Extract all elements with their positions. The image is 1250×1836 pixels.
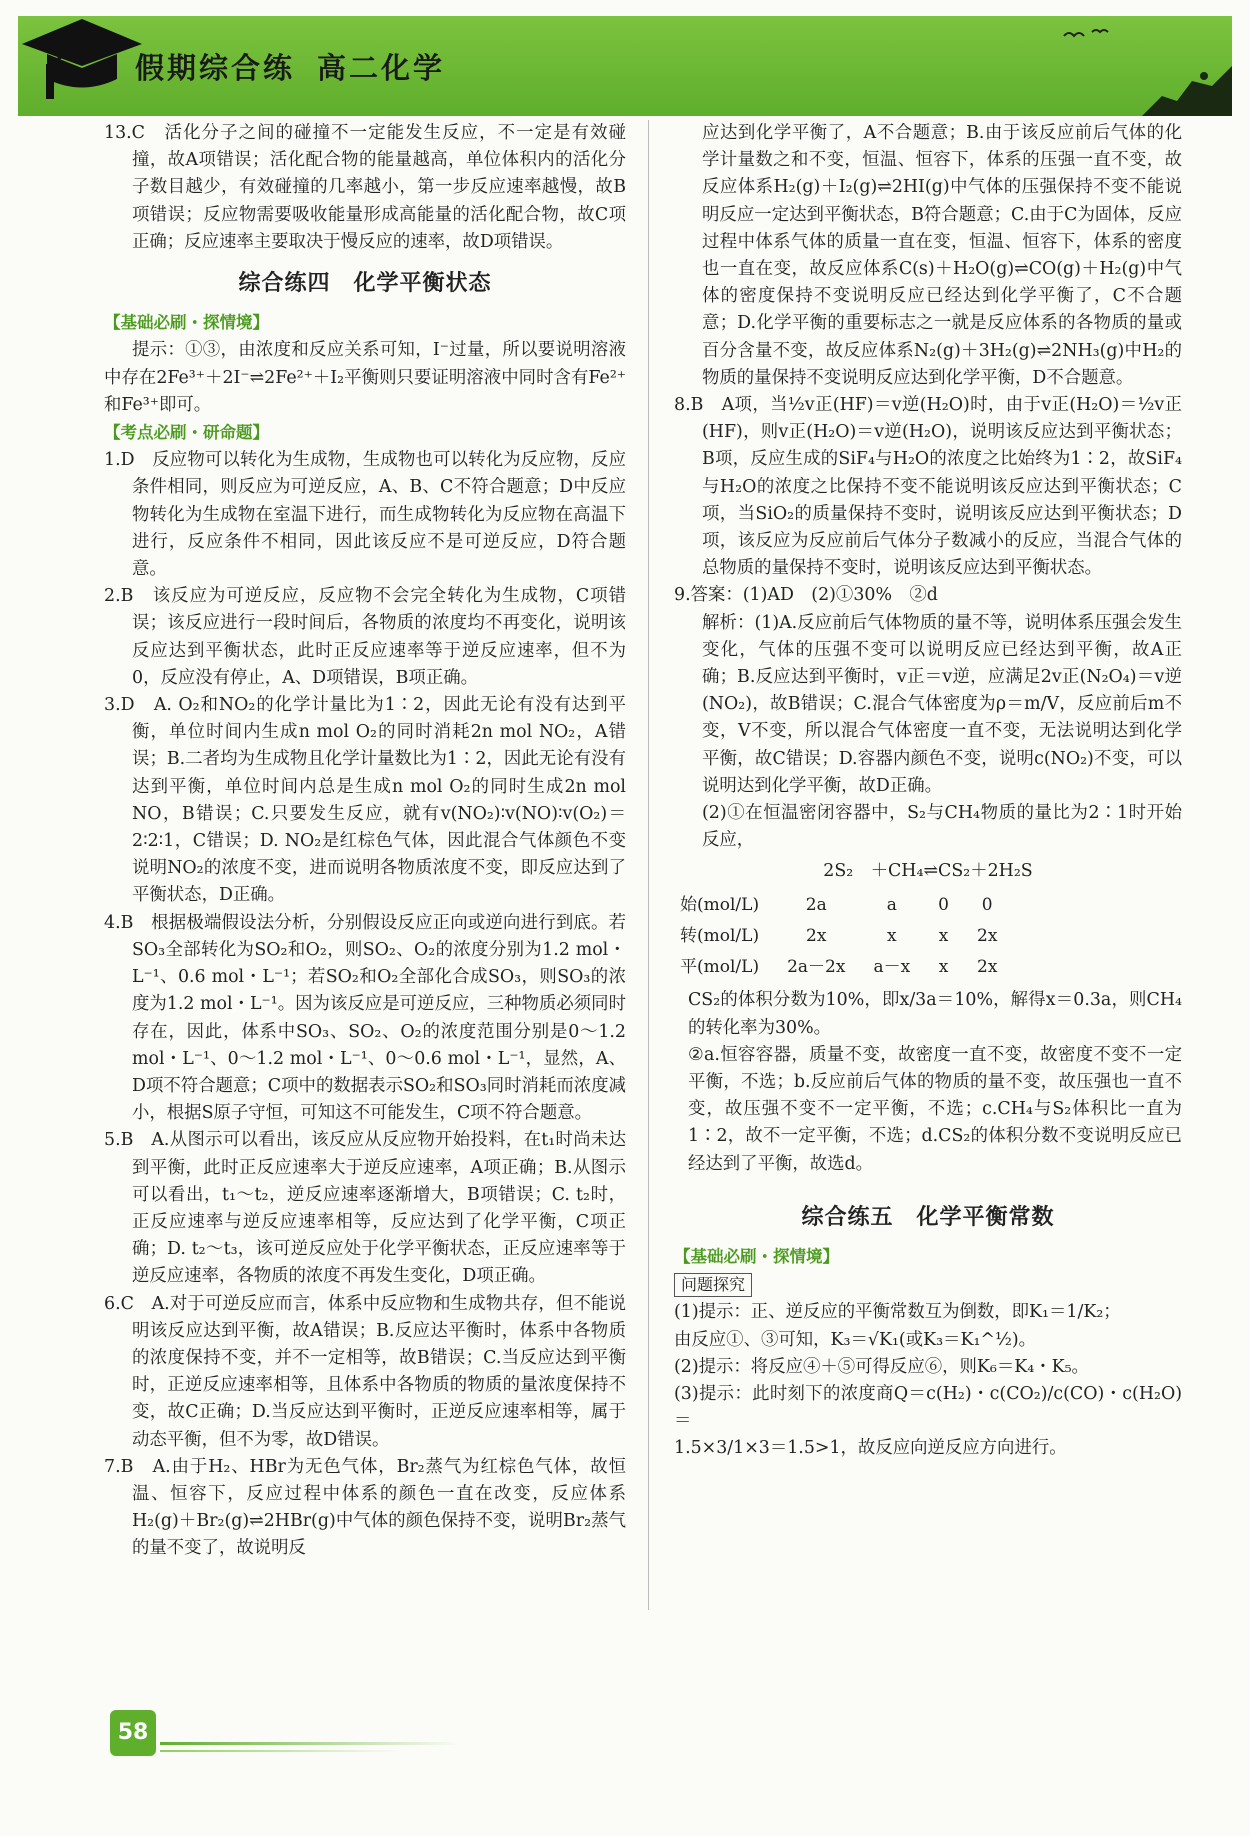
table-cell: 0 (938, 894, 949, 915)
table-cell: x (938, 957, 949, 978)
table-cell: 始(mol/L) (680, 894, 760, 915)
table-row (680, 921, 1011, 952)
answer-1: 1.D 反应物可以转化为生成物，生成物也可以转化为反应物，反应条件相同，则反应为可逆反应，A、B、C不符合题意；D中反应物转化为生成物在室温下进行，而生成物转化为反应物在高温下进行，反应条件不相同，因此该反应不是可逆反应，D符合题意。 (104, 450, 626, 580)
left-column (104, 120, 626, 1563)
answer-9-answer: 9.答案：(1)AD (2)①30% ②d (674, 585, 938, 606)
problem-3: (3)提示：此时刻下的浓度商Q＝c(H₂)・c(CO₂)/c(CO)・c(H₂O)＝ (674, 1383, 1182, 1432)
answer-9-analysis: 解析：(1)A.反应前后气体物质的量不等，说明体系压强会发生变化，气体的压强不变可以说明反应已经达到平衡，故A正确；B.反应达到平衡时，v正＝v逆，应满足2v正(N₂O₄)＝v逆(NO₂)，故B错误；C.混合气体密度为ρ＝m/V，反应前后m不变，V不变，所以混合气体密度一直不变，无法说明达到化学平衡，故C错误；D.容器内颜色不变，说明c(NO₂)不变，可以说明达到化学平衡，故D正确。 (702, 612, 1182, 796)
problem-2: (2)提示：将反应④＋⑤可得反应⑥，则K₆＝K₄・K₅。 (674, 1356, 1089, 1377)
table-cell: 转(mol/L) (680, 925, 760, 946)
answer-13: 13.C 活化分子之间的碰撞不一定能发生反应，不一定是有效碰撞，故A项错误；活化配合物的能量越高，单位体积内的活化分子数目越少，有效碰撞的几率越小，第一步反应速率越慢，故B项错误；反应物需要吸收能量形成高能量的活化配合物，故C项正确；反应速率主要取决于慢反应的速率，故D项错误。 (104, 123, 626, 252)
problem-1: (1)提示：正、逆反应的平衡常数互为倒数，即K₁＝1/K₂； (674, 1302, 1121, 1323)
table-cell: x (887, 925, 897, 946)
section-5-title: 综合练五 化学平衡常数 (801, 1204, 1055, 1230)
tag-basic: 【基础必刷・探情境】 (104, 313, 269, 333)
problem-1b: 由反应①、③可知，K₃＝√K₁(或K₃＝K₁^½)。 (674, 1329, 1037, 1350)
table-cell: 2x (977, 925, 998, 946)
tag-basic-2: 【基础必刷・探情境】 (674, 1246, 839, 1266)
section-4-title: 综合练四 化学平衡状态 (238, 271, 492, 297)
equilibrium-table (680, 890, 1011, 984)
table-cell: 0 (981, 894, 993, 915)
answer-7-continued: 应达到化学平衡了，A不合题意；B.由于该反应前后气体的化学计量数之和不变，恒温、恒容下，体系的压强一直不变，故反应体系H₂(g)＋I₂(g)⇌2HI(g)中气体的压强保持不变不能说明反应一定达到平衡状态，B符合题意；C.由于C为固体，反应过程中体系气体的质量一直在变，恒温、恒容下，体系的密度也一直在变，故反应体系C(s)＋H₂O(g)⇌CO(g)＋H₂(g)中气体的密度保持不变说明反应已经达到化学平衡了，C不合题意；D.化学平衡的重要标志之一就是反应体系的各物质的量或百分含量不变，故反应体系N₂(g)＋3H₂(g)⇌2NH₃(g)中H₂的物质的量保持不变说明反应达到化学平衡，D不合题意。 (702, 123, 1182, 388)
table-cell: 2a (805, 894, 827, 915)
table-cell: 2x (806, 925, 827, 946)
tag-exam: 【考点必刷・研命题】 (104, 423, 269, 443)
header-title-left: 假期综合练 (135, 51, 296, 85)
birds-icon (1062, 26, 1112, 46)
table-cell: 2x (977, 957, 998, 978)
equation: 2S₂ ＋CH₄⇌CS₂＋2H₂S (823, 861, 1033, 882)
answer-4: 4.B 根据极端假设法分析，分别假设反应正向或逆向进行到底。若SO₃全部转化为SO₂和O₂，则SO₂、O₂的浓度分别为1.2 mol・L⁻¹、0.6 mol・L⁻¹；若SO₂和O₂全部化合成SO₃，则SO₃的浓度为1.2 mol・L⁻¹。因为该反应是可逆反应，三种物质必须同时存在，因此，体系中SO₃、SO₂、O₂的浓度范围分别是0～1.2 mol・L⁻¹、0～1.2 mol・L⁻¹、0～0.6 mol・L⁻¹，显然，A、D项不符合题意；C项中的数据表示SO₂和SO₃同时消耗而浓度减小，根据S原子守恒，可知这不可能发生，C项不符合题意。 (104, 912, 626, 1124)
problem-explore-label: 问题探究 (674, 1273, 752, 1297)
table-cell: a (886, 894, 897, 915)
header-title-right: 高二化学 (317, 51, 446, 85)
answer-2: 2.B 该反应为可逆反应，反应物不会完全转化为生成物，C项错误；该反应进行一段时间后，各物质的浓度均不再变化，说明该反应达到平衡状态，此时正反应速率等于逆反应速率，但不为0，反应没有停止，A、D项错误，B项正确。 (104, 586, 626, 688)
table-cell: 平(mol/L) (680, 957, 760, 978)
answer-9-part2b: ②a.恒容容器，质量不变，故密度一直不变，故密度不变不一定平衡，不选；b.反应前后气体的物质的量不变，故压强也一直不变，故压强不变不一定平衡，不选；c.CH₄与S₂体积比一直为1∶2，故不一定平衡，不选；d.CS₂的体积分数不变说明反应已经达到了平衡，故选d。 (688, 1044, 1182, 1174)
climber-silhouette-icon (1142, 46, 1232, 116)
table-cell: 2a－2x (787, 957, 846, 978)
footer-line (160, 1742, 460, 1745)
column-divider (648, 120, 649, 1610)
table-row (680, 890, 1011, 921)
page-number: 58 (110, 1710, 156, 1756)
answer-7: 7.B A.由于H₂、HBr为无色气体，Br₂蒸气为红棕色气体，故恒温、恒容下，反应过程中体系的颜色一直在改变，反应体系H₂(g)＋Br₂(g)⇌2HBr(g)中气体的颜色保持不变，说明Br₂蒸气的量不变了，故说明反 (104, 1456, 626, 1559)
graduation-cap-icon (22, 4, 142, 114)
header-title (135, 46, 467, 87)
answer-8: 8.B A项，当½v正(HF)＝v逆(H₂O)时，由于v正(H₂O)＝½v正(HF)，则v正(H₂O)＝v逆(H₂O)，说明该反应达到平衡状态；B项，反应生成的SiF₄与H₂O的浓度之比始终为1∶2，故SiF₄与H₂O的浓度之比保持不变不能说明该反应达到平衡状态；C项，当SiO₂的质量保持不变时，说明该反应达到平衡状态；D项，该反应为反应前后气体分子数减小的反应，当混合气体的总物质的量保持不变时，说明该反应达到平衡状态。 (674, 395, 1182, 579)
table-row (680, 952, 1011, 983)
hint: 提示：①③，由浓度和反应关系可知，I⁻过量，所以要说明溶液中存在2Fe³⁺＋2I⁻⇌2Fe²⁺＋I₂平衡则只要证明溶液中同时含有Fe²⁺和Fe³⁺即可。 (104, 340, 626, 415)
answer-6: 6.C A.对于可逆反应而言，体系中反应物和生成物共存，但不能说明该反应达到平衡，故A错误；B.反应达平衡时，体系中各物质的浓度保持不变，并不一定相等，故B错误；C.当反应达到平衡时，正逆反应速率相等，且体系中各物质的物质的量浓度保持不变，故C正确；D.当反应达到平衡时，正逆反应速率相等，属于动态平衡，但不为零，故D错误。 (104, 1293, 626, 1450)
answer-3: 3.D A. O₂和NO₂的化学计量比为1∶2，因此无论有没有达到平衡，单位时间内生成n mol O₂的同时消耗2n mol NO₂，A错误；B.二者均为生成物且化学计量数比为1∶2，因此无论有没有达到平衡，单位时间内总是生成n mol O₂的同时生成2n mol NO，B错误；C.只要发生反应，就有v(NO₂)∶v(NO)∶v(O₂)＝2∶2∶1，C错误；D. NO₂是红棕色气体，因此混合气体颜色不变说明NO₂的浓度不变，进而说明各物质浓度不变，即反应达到了平衡状态，D正确。 (104, 695, 626, 906)
footer-line-2 (160, 1750, 400, 1752)
table-cell: a－x (873, 957, 911, 978)
right-column (674, 120, 1182, 1463)
table-cell: x (938, 925, 949, 946)
answer-9-calc: CS₂的体积分数为10%，即x/3a＝10%，解得x＝0.3a，则CH₄的转化率为30%。 (688, 990, 1182, 1038)
answer-5: 5.B A.从图示可以看出，该反应从反应物开始投料，在t₁时尚未达到平衡，此时正反应速率大于逆反应速率，A项正确；B.从图示可以看出，t₁～t₂，逆反应速率逐渐增大，B项错误；C. t₂时，正反应速率与逆反应速率相等，反应达到了化学平衡，C项正确；D. t₂～t₃，该可逆反应处于化学平衡状态，正反应速率等于逆反应速率，各物质的浓度不再发生变化，D项正确。 (104, 1130, 626, 1287)
problem-3b: 1.5×3/1×3＝1.5>1，故反应向逆反应方向进行。 (674, 1438, 1067, 1459)
answer-9-part2: (2)①在恒温密闭容器中，S₂与CH₄物质的量比为2∶1时开始反应， (702, 803, 1182, 851)
